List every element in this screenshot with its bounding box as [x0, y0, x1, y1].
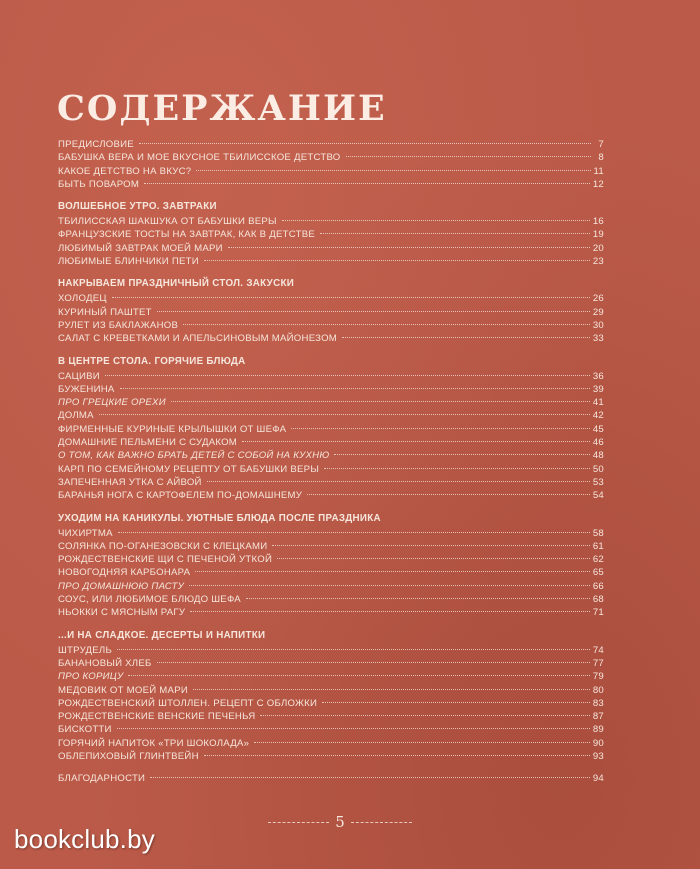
toc-entry-page: 8: [598, 152, 604, 164]
dot-leader: [277, 558, 590, 559]
toc-entry-title: РУЛЕТ ИЗ БАКЛАЖАНОВ: [58, 319, 179, 331]
toc-entry-title: ЛЮБИМЫЕ БЛИНЧИКИ ПЕТИ: [58, 256, 199, 268]
toc-entry-page: 11: [593, 165, 604, 177]
toc-entry-title: БЛАГОДАРНОСТИ: [58, 773, 146, 785]
toc-entry: [58, 332, 604, 345]
toc-entry-page: 77: [592, 657, 604, 669]
toc-entry-page: 79: [592, 671, 604, 683]
toc-entry: [58, 228, 604, 241]
toc-entry: [58, 697, 604, 710]
toc-entry-page: 74: [592, 644, 604, 656]
toc-entry-title: ДОМАШНИЕ ПЕЛЬМЕНИ С СУДАКОМ: [58, 437, 238, 449]
toc-entry: [58, 476, 604, 489]
dot-leader: [228, 247, 590, 248]
toc-entry-page: 30: [592, 319, 604, 331]
toc-entry-title: ТБИЛИССКАЯ ШАКШУКА ОТ БАБУШКИ ВЕРЫ: [58, 216, 277, 228]
toc-section: [58, 277, 604, 345]
toc-entry: [58, 553, 604, 566]
dot-leader: [171, 401, 590, 402]
toc-entry: [58, 306, 604, 319]
toc-entry-page: 94: [592, 773, 604, 785]
toc-entry-page: 61: [592, 540, 604, 552]
dot-leader: [204, 755, 590, 756]
toc-entry-page: 41: [592, 397, 604, 409]
toc-entry-title: ФРАНЦУЗСКИЕ ТОСТЫ НА ЗАВТРАК, КАК В ДЕТСТВЕ: [58, 229, 315, 241]
toc-entry-title: ПРЕДИСЛОВИЕ: [58, 139, 134, 150]
toc-entry: [58, 215, 604, 228]
dot-leader: [157, 662, 590, 663]
dot-leader: [342, 337, 590, 338]
dot-leader: [272, 545, 589, 546]
toc-entry: [58, 527, 604, 540]
toc-entry-title: ХОЛОДЕЦ: [58, 293, 107, 305]
toc-entry: [58, 242, 604, 255]
dot-leader: [204, 260, 590, 261]
section-heading: ВОЛШЕБНОЕ УТРО. ЗАВТРАКИ: [58, 201, 217, 213]
toc-entry-title: РОЖДЕСТВЕНСКИЕ ЩИ С ПЕЧЕНОЙ УТКОЙ: [58, 554, 273, 566]
toc-entry-page: 50: [592, 463, 604, 475]
toc-entry-title: БИСКОТТИ: [58, 724, 112, 736]
toc-entry-page: 90: [592, 737, 604, 749]
dot-leader: [189, 585, 590, 586]
toc-entry-page: 62: [592, 554, 604, 566]
toc-entry-title: ОБЛЕПИХОВЫЙ ГЛИНТВЕЙН: [58, 750, 199, 762]
toc-entry-title: НОВОГОДНЯЯ КАРБОНАРА: [58, 567, 191, 579]
toc-entry: [58, 657, 604, 670]
toc-entry-page: 87: [592, 711, 604, 723]
toc-section: [58, 200, 604, 268]
dot-leader: [183, 324, 590, 325]
toc-entry: [58, 436, 604, 449]
toc-entry-title: БАБУШКА ВЕРА И МОЕ ВКУСНОЕ ТБИЛИССКОЕ ДЕТСТВО: [58, 152, 341, 164]
toc-entry: [58, 710, 604, 723]
toc-entry-title: ЧИХИРТМА: [58, 527, 113, 539]
toc-entry: [58, 737, 604, 750]
toc-entry: [58, 540, 604, 553]
dot-leader: [282, 220, 590, 221]
dot-leader: [242, 441, 590, 442]
dot-leader: [157, 311, 590, 312]
dot-leader: [196, 170, 590, 171]
toc-entry-title: КАРП ПО СЕМЕЙНОМУ РЕЦЕПТУ ОТ БАБУШКИ ВЕРЫ: [58, 463, 320, 475]
dot-leader: [139, 143, 591, 144]
toc-entry-title: КУРИНЫЙ ПАШТЕТ: [58, 306, 152, 318]
dot-leader: [99, 414, 590, 415]
toc-entry-title: НЬОККИ С МЯСНЫМ РАГУ: [58, 607, 186, 619]
section-heading: ...И НА СЛАДКОЕ. ДЕСЕРТЫ И НАПИТКИ: [58, 629, 266, 641]
dot-leader: [207, 481, 590, 482]
dot-leader: [246, 598, 590, 599]
dot-leader: [112, 297, 590, 298]
toc-entry-title: САЛАТ С КРЕВЕТКАМИ И АПЕЛЬСИНОВЫМ МАЙОНЕЗОМ: [58, 333, 338, 345]
toc-entry-page: 36: [592, 370, 604, 382]
toc-entry-page: 20: [592, 242, 604, 254]
toc-entry-page: 23: [592, 256, 604, 268]
toc-entry: [58, 151, 604, 164]
toc-entry-page: 58: [592, 527, 604, 539]
toc-entry-page: 80: [592, 684, 604, 696]
toc-entry: [58, 396, 604, 409]
toc-entry: [58, 670, 604, 683]
toc-entry-page: 7: [598, 139, 604, 150]
toc-entry-page: 53: [592, 476, 604, 488]
toc-entry: [58, 449, 604, 462]
dot-leader: [322, 702, 590, 703]
toc-entry-title: ЗАПЕЧЕННАЯ УТКА С АЙВОЙ: [58, 476, 202, 488]
toc-entry-title: БАРАНЬЯ НОГА С КАРТОФЕЛЕМ ПО-ДОМАШНЕМУ: [58, 490, 303, 502]
toc-entry-page: 54: [592, 490, 604, 502]
toc-entry: [58, 178, 604, 191]
dot-leader: [193, 689, 590, 690]
dot-leader: [260, 715, 589, 716]
toc-entry-title: МЕДОВИК ОТ МОЕЙ МАРИ: [58, 684, 188, 696]
toc-entry-page: 39: [592, 383, 604, 395]
toc-entry-page: 16: [592, 216, 604, 228]
toc-entry-title: ПРО КОРИЦУ: [58, 671, 124, 683]
toc-section: [58, 355, 604, 503]
toc-entry-page: 19: [592, 229, 604, 241]
toc-entry-title: ШТРУДЕЛЬ: [58, 644, 112, 656]
toc-entry-title: ПРО ДОМАШНЮЮ ПАСТУ: [58, 580, 185, 592]
toc-entry: [58, 489, 604, 502]
dot-leader: [117, 649, 590, 650]
toc-entry-page: 46: [592, 437, 604, 449]
toc-entry-title: БУЖЕНИНА: [58, 383, 115, 395]
dot-leader: [105, 375, 590, 376]
dot-leader: [254, 742, 590, 743]
toc-entry-title: ЛЮБИМЫЙ ЗАВТРАК МОЕЙ МАРИ: [58, 242, 223, 254]
toc-entry-title: ГОРЯЧИЙ НАПИТОК «ТРИ ШОКОЛАДА»: [58, 737, 250, 749]
toc-outro: [58, 772, 604, 785]
toc-entry-page: 71: [592, 607, 604, 619]
toc-entry-page: 89: [592, 724, 604, 736]
toc-entry-page: 68: [592, 594, 604, 606]
toc-entry-title: СОУС, ИЛИ ЛЮБИМОЕ БЛЮДО ШЕФА: [58, 594, 241, 606]
toc-entry-page: 66: [592, 580, 604, 592]
toc-entry-title: О ТОМ, КАК ВАЖНО БРАТЬ ДЕТЕЙ С СОБОЙ НА КУХНЮ: [58, 450, 330, 462]
toc-intro: [58, 138, 604, 191]
dot-leader: [150, 777, 590, 778]
dot-leader: [346, 156, 592, 157]
toc-entry: [58, 370, 604, 383]
toc-entry-title: ПРО ГРЕЦКИЕ ОРЕХИ: [58, 397, 166, 409]
toc-entry-title: КАКОЕ ДЕТСТВО НА ВКУС?: [58, 165, 192, 177]
toc-entry-title: РОЖДЕСТВЕНСКИЙ ШТОЛЛЕН. РЕЦЕПТ С ОБЛОЖКИ: [58, 697, 318, 709]
toc-entry: [58, 644, 604, 657]
toc-entry: [58, 723, 604, 736]
toc-entry: [58, 165, 604, 178]
dot-leader: [190, 611, 590, 612]
dot-leader: [120, 388, 590, 389]
table-of-contents: [58, 138, 604, 795]
dot-leader: [320, 233, 590, 234]
toc-entry: [58, 423, 604, 436]
toc-entry-title: БАНАНОВЫЙ ХЛЕБ: [58, 657, 152, 669]
toc-entry: [58, 772, 604, 785]
dot-leader: [291, 428, 590, 429]
toc-entry-title: РОЖДЕСТВЕНСКИЕ ВЕНСКИЕ ПЕЧЕНЬЯ: [58, 711, 256, 723]
toc-entry: [58, 566, 604, 579]
toc-entry-title: БЫТЬ ПОВАРОМ: [58, 178, 140, 190]
dot-leader: [195, 571, 590, 572]
toc-entry: [58, 684, 604, 697]
toc-section: [58, 629, 604, 764]
toc-entry-page: 26: [592, 293, 604, 305]
toc-entry: [58, 319, 604, 332]
toc-entry: [58, 292, 604, 305]
footer-dash-left: [268, 822, 329, 823]
toc-section: [58, 512, 604, 620]
watermark: bookclub.by: [14, 824, 155, 854]
toc-entry: [58, 606, 604, 619]
dot-leader: [128, 675, 589, 676]
toc-entry: [58, 750, 604, 763]
section-heading: В ЦЕНТРЕ СТОЛА. ГОРЯЧИЕ БЛЮДА: [58, 355, 246, 367]
dot-leader: [334, 454, 589, 455]
toc-entry: [58, 580, 604, 593]
toc-entry-page: 33: [592, 333, 604, 345]
dot-leader: [324, 468, 590, 469]
toc-entry-page: 48: [592, 450, 604, 462]
toc-entry-title: ФИРМЕННЫЕ КУРИНЫЕ КРЫЛЫШКИ ОТ ШЕФА: [58, 423, 287, 435]
footer-dash-right: [351, 822, 412, 823]
toc-entry: [58, 383, 604, 396]
toc-entry-page: 83: [592, 697, 604, 709]
dot-leader: [118, 532, 590, 533]
toc-entry-title: СОЛЯНКА ПО-ОГАНЕЗОВСКИ С КЛЕЦКАМИ: [58, 540, 268, 552]
dot-leader: [144, 183, 590, 184]
toc-entry-page: 65: [592, 567, 604, 579]
toc-entry-page: 29: [592, 306, 604, 318]
toc-entry-page: 45: [592, 423, 604, 435]
toc-entry: [58, 593, 604, 606]
toc-entry-title: ДОЛМА: [58, 410, 94, 422]
dot-leader: [307, 494, 590, 495]
section-heading: УХОДИМ НА КАНИКУЛЫ. УЮТНЫЕ БЛЮДА ПОСЛЕ ПРАЗДНИКА: [58, 512, 381, 524]
toc-entry-title: САЦИВИ: [58, 370, 100, 382]
toc-entry-page: 12: [592, 178, 604, 190]
section-heading: НАКРЫВАЕМ ПРАЗДНИЧНЫЙ СТОЛ. ЗАКУСКИ: [58, 278, 295, 290]
page-number: 5: [335, 813, 345, 831]
toc-entry: [58, 409, 604, 422]
toc-entry-page: 93: [592, 750, 604, 762]
page-footer: [262, 812, 418, 832]
toc-entry: [58, 463, 604, 476]
page-title: СОДЕРЖАНИЕ: [57, 88, 387, 129]
toc-entry: [58, 255, 604, 268]
dot-leader: [117, 728, 590, 729]
toc-entry: [58, 138, 604, 151]
toc-entry-page: 42: [592, 410, 604, 422]
